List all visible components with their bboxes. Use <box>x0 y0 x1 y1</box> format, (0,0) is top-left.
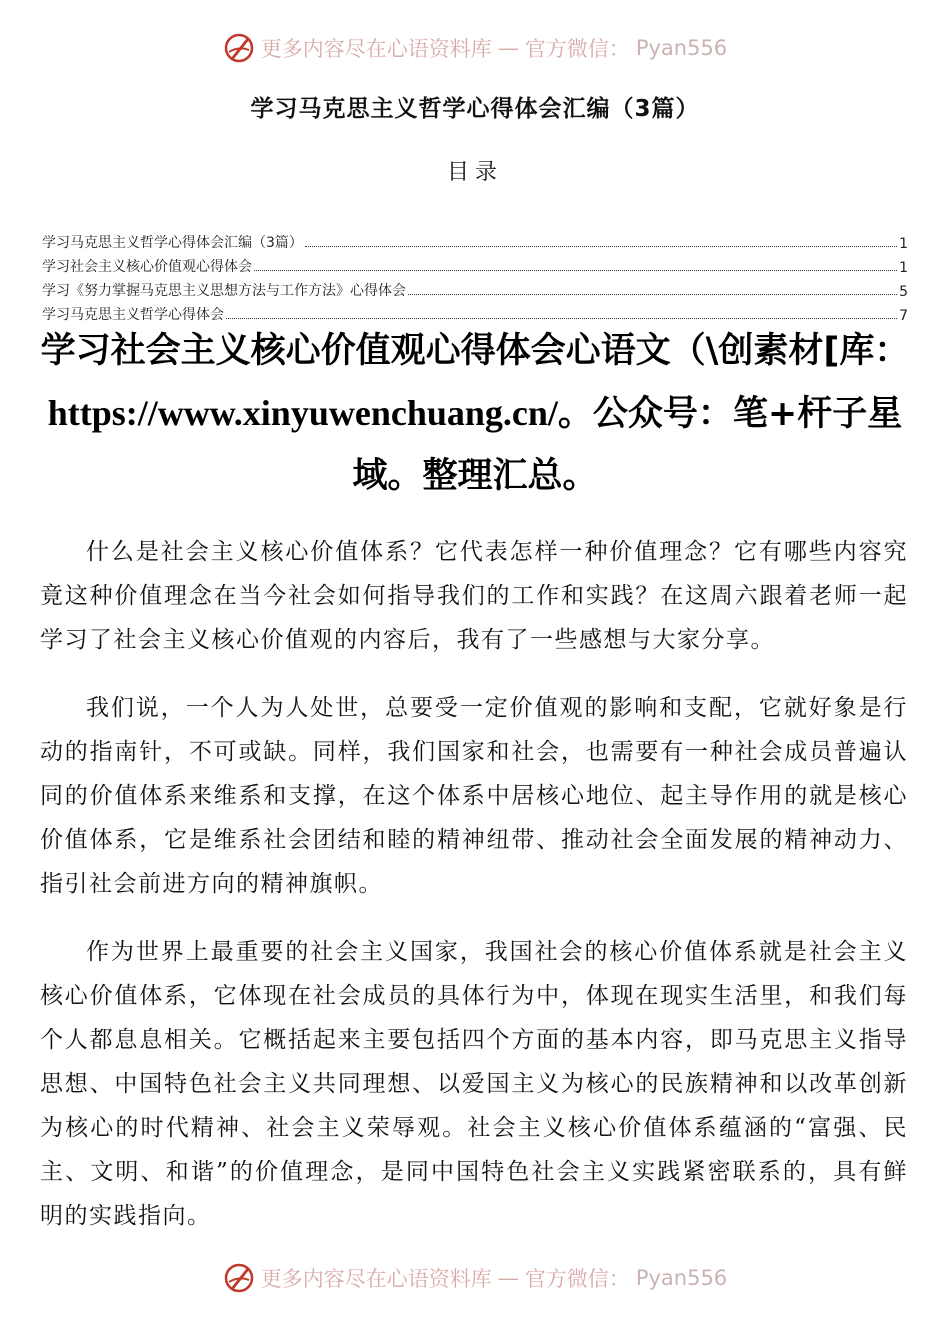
watermark-wechat-label: 官方微信： <box>524 37 630 61</box>
toc-entry[interactable] <box>42 228 908 252</box>
toc-leader-dots <box>254 269 897 271</box>
watermark-banner-bottom <box>0 1258 950 1298</box>
toc-leader-dots <box>226 317 897 319</box>
pen-logo-icon <box>223 32 255 64</box>
section-heading-part2: 。公众号：笔+杆子星域。整理汇总。 <box>352 394 903 496</box>
toc-entry-page: 5 <box>899 284 908 300</box>
paragraph: 作为世界上最重要的社会主义国家，我国社会的核心价值体系就是社会主义核心价值体系，它体现在社会成员的具体行为中，体现在现实生活里，和我们每个人都息息相关。它概括起来主要包括四个方面的基本内容，即马克思主义指导思想、中国特色社会主义共同理想、以爱国主义为核心的民族精神和以改革创新为核心的时代精神、社会主义荣辱观。社会主义核心价值体系蕴涵的“富强、民主、文明、和谐”的价值理念，是同中国特色社会主义实践紧密联系的，具有鲜明的实践指向。 <box>40 939 908 1229</box>
toc-entry-title: 学习马克思主义哲学心得体会汇编（3篇） <box>42 235 303 251</box>
watermark-banner-top <box>0 28 950 68</box>
toc-entry-page: 1 <box>899 260 908 276</box>
section-heading-part1: 学习社会主义核心价值观心得体会心语文（\创素材[库： <box>40 331 910 371</box>
watermark-wechat-label: 官方微信： <box>524 1267 630 1291</box>
toc-entry-title: 学习社会主义核心价值观心得体会 <box>42 259 252 275</box>
toc-leader-dots <box>408 293 897 295</box>
body-text <box>40 530 908 1262</box>
watermark-wechat-id: Pyan556 <box>635 36 728 60</box>
watermark-site-text: 更多内容尽在心语资料库 <box>260 1267 492 1291</box>
watermark-dash: — <box>497 36 519 60</box>
paragraph: 什么是社会主义核心价值体系？它代表怎样一种价值理念？它有哪些内容究竟这种价值理念在当今社会如何指导我们的工作和实践？在这周六跟着老师一起学习了社会主义核心价值观的内容后，我有了一些感想与大家分享。 <box>40 539 908 653</box>
toc-entry-title: 学习马克思主义哲学心得体会 <box>42 307 224 323</box>
toc-leader-dots <box>305 245 897 247</box>
toc-heading: 目录 <box>446 160 503 185</box>
toc-entry[interactable] <box>42 276 908 300</box>
document-title: 学习马克思主义哲学心得体会汇编（3篇） <box>250 96 700 122</box>
toc-entry-page: 7 <box>899 308 908 324</box>
toc-entry-page: 1 <box>899 236 908 252</box>
table-of-contents <box>42 228 908 324</box>
section-heading <box>38 320 912 507</box>
pen-logo-icon <box>223 1262 255 1294</box>
watermark-dash: — <box>497 1266 519 1290</box>
toc-entry-title: 学习《努力掌握马克思主义思想方法与工作方法》心得体会 <box>42 283 406 299</box>
paragraph: 我们说，一个人为人处世，总要受一定价值观的影响和支配，它就好象是行动的指南针，不可或缺。同样，我们国家和社会，也需要有一种社会成员普遍认同的价值体系来维系和支撑，在这个体系中居核心地位、起主导作用的就是核心价值体系，它是维系社会团结和睦的精神纽带、推动社会全面发展的精神动力、指引社会前进方向的精神旗帜。 <box>40 695 908 897</box>
toc-entry[interactable] <box>42 252 908 276</box>
watermark-wechat-id: Pyan556 <box>635 1266 728 1290</box>
section-heading-url: https://www.xinyuwenchuang.cn/ <box>47 393 558 433</box>
watermark-site-text: 更多内容尽在心语资料库 <box>260 37 492 61</box>
